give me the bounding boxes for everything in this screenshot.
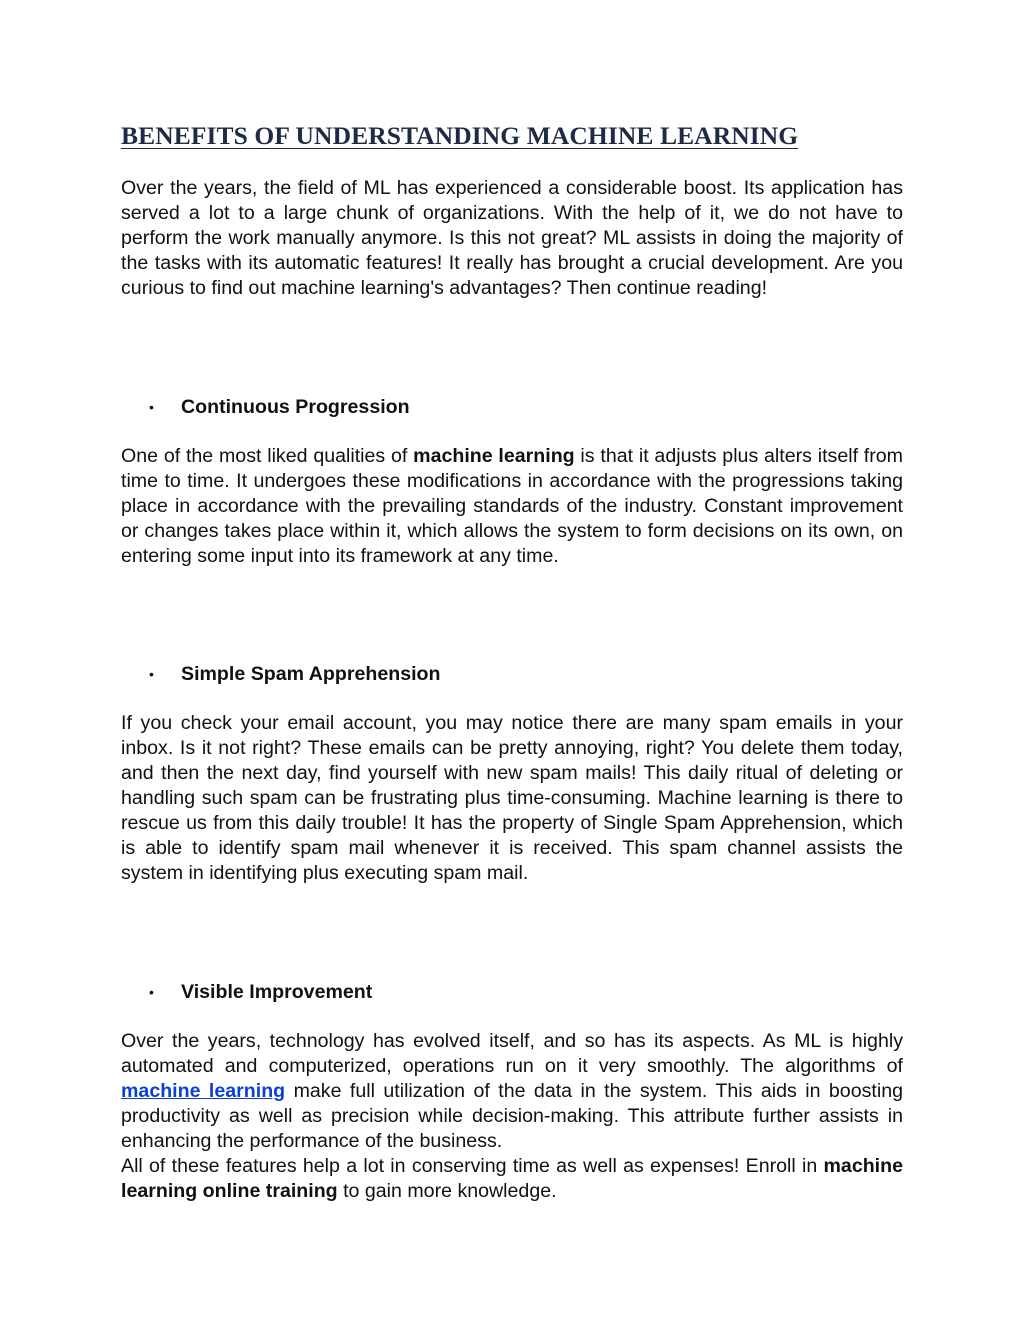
- machine-learning-link[interactable]: machine learning: [121, 1080, 286, 1102]
- bold-term: machine learning: [413, 445, 575, 467]
- section-heading-label: Visible Improvement: [181, 981, 373, 1003]
- paragraph-text: Over the years, technology has evolved itself, and so has its aspects. As ML is highly automated and computerized, operations run on it very smoothly. The algorithms of: [121, 1030, 903, 1077]
- section-paragraph-visible-improvement: [121, 1029, 903, 1154]
- bullet-icon: •: [149, 666, 154, 682]
- paragraph-text: All of these features help a lot in conserving time as well as expenses! Enroll in: [121, 1155, 824, 1177]
- paragraph-text: make full utilization of the data in the system. This aids in boosting productivity as well as precision while decision-making. This attribute further assists in enhancing the performance of the business.: [121, 1080, 903, 1152]
- paragraph-text: to gain more knowledge.: [337, 1180, 557, 1202]
- section-paragraph-simple-spam-apprehension: If you check your email account, you may notice there are many spam emails in your inbox. Is it not right? These emails can be pretty annoying, right? You delete them today, and then the next day, find yourself with new spam mails! This daily ritual of deleting or handling such spam can be frustrating plus time-consuming. Machine learning is there to rescue us from this daily trouble! It has the property of Single Spam Apprehension, which is able to identify spam mail whenever it is received. This spam channel assists the system in identifying plus executing spam mail.: [121, 712, 903, 884]
- paragraph-text: is that it adjusts plus alters itself from time to time. It undergoes these modifications in accordance with the progressions taking place in accordance with the prevailing standards of the industry. Constant improvement or changes takes place within it, which allows the system to form decisions on its own, on entering some input into its framework at any time.: [121, 445, 903, 567]
- bold-term: machine learning online training: [121, 1155, 903, 1202]
- bullet-icon: •: [149, 984, 154, 1000]
- paragraph-text: One of the most liked qualities of: [121, 445, 414, 467]
- closing-paragraph: [121, 1154, 903, 1204]
- section-heading-continuous-progression: [121, 395, 903, 420]
- section-heading-simple-spam-apprehension: [121, 662, 903, 687]
- section-heading-label: Continuous Progression: [181, 396, 410, 418]
- section-heading-label: Simple Spam Apprehension: [181, 663, 441, 685]
- intro-paragraph: Over the years, the field of ML has experienced a considerable boost. Its application has served a lot to a large chunk of organizations. With the help of it, we do not have to perform the work manually anymore. Is this not great? ML assists in doing the majority of the tasks with its automatic features! It really has brought a crucial development. Are you curious to find out machine learning's advantages? Then continue reading!: [121, 177, 903, 299]
- bullet-icon: •: [149, 399, 154, 415]
- section-heading-visible-improvement: [121, 980, 903, 1005]
- section-paragraph-continuous-progression: [121, 444, 903, 569]
- page-title: BENEFITS OF UNDERSTANDING MACHINE LEARNING: [121, 121, 799, 150]
